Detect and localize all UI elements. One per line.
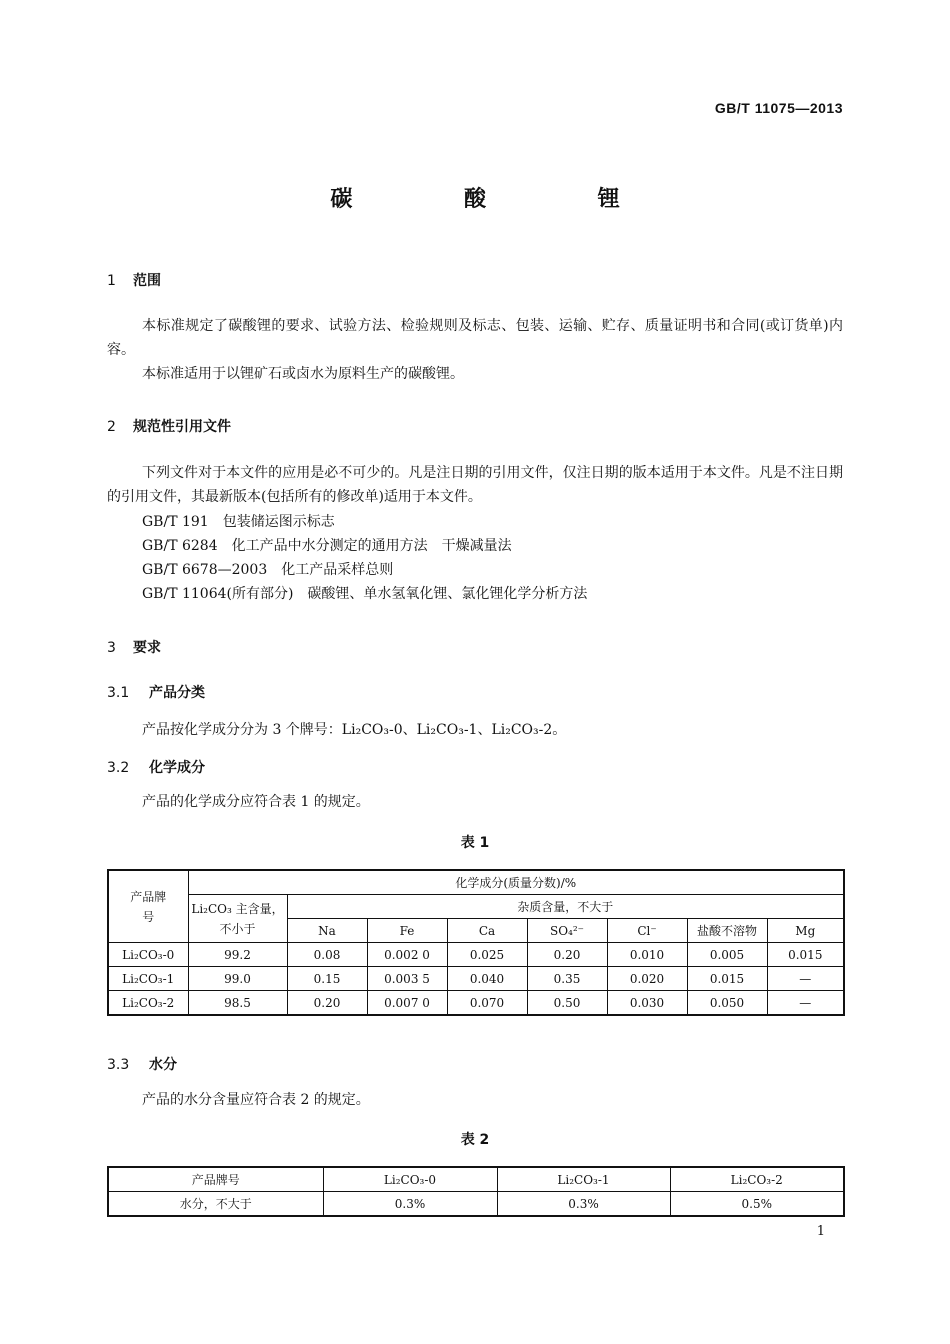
header-ca: Ca: [447, 919, 527, 943]
standard-code: GB/T 11075—2013: [714, 100, 843, 116]
cell: 0.3%: [497, 1192, 670, 1217]
section-1-paragraph-1: 本标准规定了碳酸锂的要求、试验方法、检验规则及标志、包装、运输、贮存、质量证明书和合同(或订货单)内容。: [107, 318, 843, 358]
cell: 0.005: [687, 943, 767, 967]
cell: 0.20: [287, 991, 367, 1016]
section-3-3-paragraph: 产品的水分含量应符合表 2 的规定。: [142, 1092, 370, 1108]
cell: Li₂CO₃-2: [108, 991, 188, 1016]
header-impurity: 杂质含量，不大于: [287, 895, 844, 919]
cell: 0.025: [447, 943, 527, 967]
section-number: 3.3: [107, 1057, 130, 1073]
cell: 0.050: [687, 991, 767, 1016]
cell: 0.015: [767, 943, 844, 967]
cell: 0.007 0: [367, 991, 447, 1016]
header-fe: Fe: [367, 919, 447, 943]
section-title: 范围: [133, 273, 161, 289]
table-row: [108, 1192, 844, 1217]
section-3-2-heading: [107, 757, 205, 777]
section-3-2-paragraph: 产品的化学成分应符合表 1 的规定。: [142, 794, 370, 810]
header-chemical-composition: 化学成分(质量分数)/%: [188, 870, 844, 895]
header-hcl-insoluble: 盐酸不溶物: [687, 919, 767, 943]
table-header-row: [108, 1167, 844, 1192]
section-3-3-heading: [107, 1054, 177, 1074]
section-number: 2: [107, 419, 116, 435]
section-1-paragraph-2: 本标准适用于以锂矿石或卤水为原料生产的碳酸锂。: [142, 366, 464, 382]
section-3-1-heading: [107, 682, 205, 702]
cell: 0.030: [607, 991, 687, 1016]
cell: 0.5%: [670, 1192, 844, 1217]
header-cell: Li₂CO₃-2: [670, 1167, 844, 1192]
reference-item: GB/T 191 包装储运图示标志: [142, 514, 335, 530]
table-1-caption: 表 1: [460, 835, 490, 851]
section-3-heading: [107, 637, 161, 657]
section-title: 化学成分: [149, 760, 205, 776]
cell: 98.5: [188, 991, 287, 1016]
cell: —: [767, 991, 844, 1016]
cell: Li₂CO₃-0: [108, 943, 188, 967]
reference-item: GB/T 6284 化工产品中水分测定的通用方法 干燥减量法: [142, 538, 512, 554]
cell: Li₂CO₃-1: [108, 967, 188, 991]
header-na: Na: [287, 919, 367, 943]
moisture-table: [107, 1166, 845, 1217]
header-cell: Li₂CO₃-1: [497, 1167, 670, 1192]
section-number: 3.2: [107, 760, 130, 776]
cell: 0.08: [287, 943, 367, 967]
cell: 0.15: [287, 967, 367, 991]
table-row: [108, 967, 844, 991]
cell: 99.2: [188, 943, 287, 967]
section-number: 1: [107, 273, 116, 289]
section-title: 要求: [133, 640, 161, 656]
reference-item: GB/T 6678—2003 化工产品采样总则: [142, 562, 394, 578]
cell: 0.3%: [323, 1192, 497, 1217]
header-cell: 产品牌号: [108, 1167, 323, 1192]
cell: 0.010: [607, 943, 687, 967]
cell: 0.35: [527, 967, 607, 991]
cell: 99.0: [188, 967, 287, 991]
reference-item: GB/T 11064(所有部分) 碳酸锂、单水氢氧化锂、氯化锂化学分析方法: [142, 586, 588, 602]
section-title: 水分: [149, 1057, 177, 1073]
cell: 水分，不大于: [108, 1192, 323, 1217]
cell: 0.020: [607, 967, 687, 991]
document-title: 碳 酸 锂: [330, 187, 672, 212]
table-2-caption: 表 2: [460, 1132, 490, 1148]
cell: 0.50: [527, 991, 607, 1016]
cell: 0.003 5: [367, 967, 447, 991]
table-row: [108, 991, 844, 1016]
cell: 0.070: [447, 991, 527, 1016]
header-grade: 产品牌号: [108, 870, 188, 943]
section-2-heading: [107, 416, 231, 436]
section-number: 3: [107, 640, 116, 656]
cell: 0.040: [447, 967, 527, 991]
section-number: 3.1: [107, 685, 130, 701]
header-cl: Cl⁻: [607, 919, 687, 943]
table-row: [108, 943, 844, 967]
chemical-composition-table: [107, 869, 845, 1016]
section-title: 规范性引用文件: [133, 419, 231, 435]
cell: 0.20: [527, 943, 607, 967]
section-2-paragraph-1: 下列文件对于本文件的应用是必不可少的。凡是注日期的引用文件，仅注日期的版本适用于本文件。凡是不注日期的引用文件，其最新版本(包括所有的修改单)适用于本文件。: [107, 465, 843, 505]
cell: 0.015: [687, 967, 767, 991]
cell: 0.002 0: [367, 943, 447, 967]
cell: —: [767, 967, 844, 991]
header-main-content: Li₂CO₃ 主含量，不小于: [188, 895, 287, 943]
section-title: 产品分类: [149, 685, 205, 701]
header-mg: Mg: [767, 919, 844, 943]
section-1-heading: [107, 270, 161, 290]
section-3-1-paragraph: 产品按化学成分分为 3 个牌号：Li₂CO₃-0、Li₂CO₃-1、Li₂CO₃-2。: [142, 722, 567, 738]
header-so4: SO₄²⁻: [527, 919, 607, 943]
page-number: 1: [816, 1224, 825, 1239]
header-cell: Li₂CO₃-0: [323, 1167, 497, 1192]
